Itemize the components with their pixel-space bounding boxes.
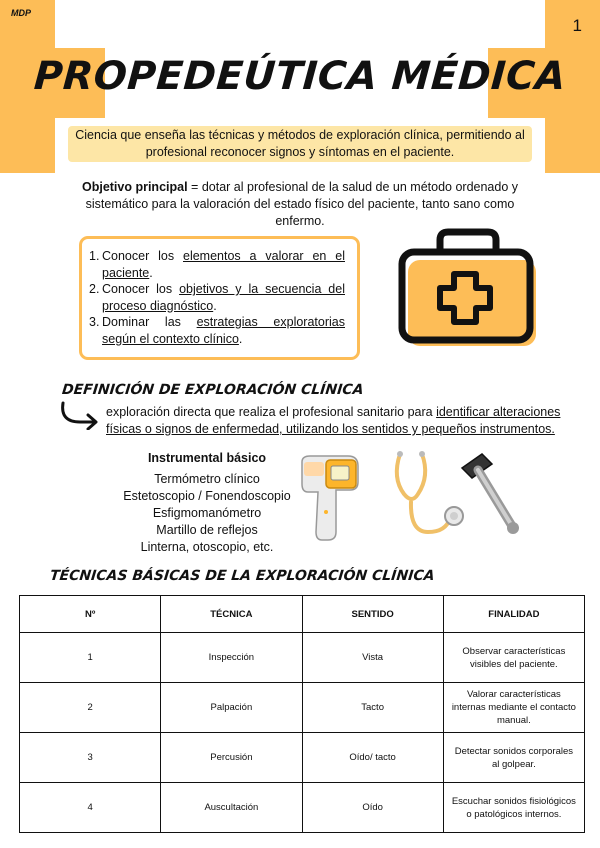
goal-text-after: . [213,298,217,313]
table-row [20,733,585,783]
goal-text-before: Conocer los [102,249,183,263]
table-cell: Inspección [161,633,302,683]
thermometer-icon [296,452,364,542]
instrument-item: Linterna, otoscopio, etc. [140,540,274,554]
column-header: SENTIDO [302,596,443,633]
goal-number: 1. [89,249,100,263]
table-cell: Oído [302,783,443,833]
column-header: Nº [20,596,161,633]
goals-list [89,248,345,347]
column-header: FINALIDAD [443,596,584,633]
instrument-item: Martillo de reflejos [156,523,258,537]
corner-decoration-left-lower [0,118,55,173]
page-number: 1 [572,16,582,35]
goal-text-before: Conocer los [102,282,180,296]
goal-text [102,281,345,314]
goal-text [102,314,345,347]
brand-label: MDP [11,8,31,18]
table-cell: Palpación [161,683,302,733]
exploration-text: exploración directa que realiza el profesional sanitario para [106,405,437,419]
exploration-definition [106,404,574,438]
table-row [20,683,585,733]
table-cell: Oído/ tacto [302,733,443,783]
table-cell: Tacto [302,683,443,733]
definition-highlight: Ciencia que enseña las técnicas y métodos de exploración clínica, permitiendo al profesional reconocer signos y síntomas en el paciente. [68,126,532,162]
techniques-section-title: TÉCNICAS BÁSICAS DE LA EXPLORACIÓN CLÍNICA [49,568,436,584]
goal-text-after: . [149,265,153,280]
goal-number: 2. [89,282,100,296]
objective-text: = dotar al profesional de la salud de un método ordenado y sistemático para la valoración del estado físico del paciente, tanto sano como enfermo. [85,180,519,228]
arrow-icon [58,400,102,430]
table-cell: Valorar características internas mediante el contacto manual. [443,683,584,733]
objective-paragraph [60,179,540,230]
table-cell: 3 [20,733,161,783]
goal-item [89,248,345,281]
goal-text-underlined: estrategias exploratorias según el contexto clínico [102,315,345,346]
exploration-text-underlined: identificar alteraciones físicas o signos de enfermedad, utilizando los sentidos y pequeños instrumentos. [106,405,561,436]
table-cell: Percusión [161,733,302,783]
goal-text-underlined: objetivos y la secuencia del proceso diagnóstico [102,282,345,313]
goal-item [89,281,345,314]
table-cell: Vista [302,633,443,683]
goal-text-underlined: elementos a valorar en el paciente [102,249,345,280]
instruments-title: Instrumental básico [147,451,267,465]
instrument-item: Esfigmomanómetro [152,506,262,520]
corner-decoration-right-lower [545,118,600,173]
table-cell: Observar características visibles del paciente. [443,633,584,683]
goal-text [102,248,345,281]
table-row [20,783,585,833]
techniques-table [19,595,585,833]
table-cell: 4 [20,783,161,833]
table-cell: 1 [20,633,161,683]
goal-text-after: . [238,331,243,346]
instruments-list [94,471,320,556]
reflex-hammer-icon [458,450,524,538]
page-title: PROPEDEÚTICA MÉDICA [32,54,568,99]
table-header-row [20,596,585,633]
table-cell: Detectar sonidos corporales al golpear. [443,733,584,783]
table-cell: Escuchar sonidos fisiológicos o patológicos internos. [443,783,584,833]
goals-box [79,236,360,360]
exploration-section-title: DEFINICIÓN DE EXPLORACIÓN CLÍNICA [61,382,365,398]
table-cell: Auscultación [161,783,302,833]
column-header: TÉCNICA [161,596,302,633]
goal-item [89,314,345,347]
medical-kit-icon [396,226,542,352]
goal-number: 3. [89,315,100,329]
instrument-item: Termómetro clínico [154,472,260,486]
stethoscope-icon [388,448,468,540]
table-cell: 2 [20,683,161,733]
instrument-item: Estetoscopio / Fonendoscopio [123,489,291,503]
objective-label: Objetivo principal [81,180,188,194]
goal-text-before: Dominar las [102,315,197,329]
table-row [20,633,585,683]
